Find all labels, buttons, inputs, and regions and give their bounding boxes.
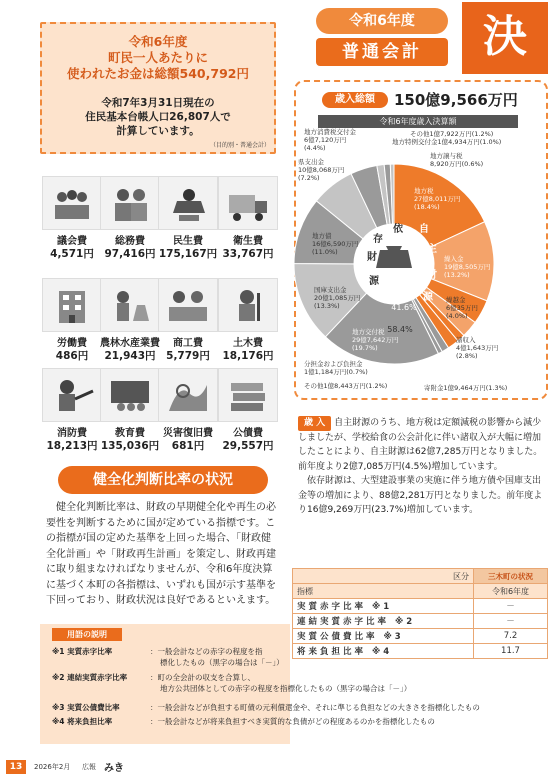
expense-name: 消防費 (57, 428, 87, 439)
indicator-name: 実質公債費比率 ※3 (293, 629, 474, 644)
pie-label: 地方税 27億8,011万円 (18.4%) (414, 187, 461, 211)
pie-label: 寄附金1億9,464万円(1.3%) (424, 384, 508, 392)
civil-engineering-icon (218, 278, 278, 332)
pie-label: 地方消費税交付金 6億7,120万円 (4.4%) (304, 128, 356, 152)
disaster-recovery-icon (158, 368, 218, 422)
info-box-subtext (42, 96, 274, 138)
expense-card (158, 176, 218, 273)
expense-name: 災害復旧費 (163, 428, 213, 439)
table-header-category: 区分 (293, 569, 474, 584)
table-header-year: 令和6年度 (474, 584, 548, 599)
welfare-icon (158, 176, 218, 230)
education-icon (100, 368, 160, 422)
general-affairs-icon (100, 176, 160, 230)
expense-value: 5,779円 (166, 350, 210, 362)
expense-value: 97,416円 (104, 248, 156, 260)
expense-name: 議会費 (57, 236, 87, 247)
commerce-icon (158, 278, 218, 332)
pie-label: 地方債 16億6,590万円 (11.0%) (312, 232, 359, 256)
self-source-pct: 41.6% (391, 303, 417, 312)
dependent-source-label: 依 (393, 224, 403, 235)
indicator-value: 7.2 (474, 629, 548, 644)
dependent-source-label: 源 (369, 276, 379, 287)
footer-date: 2026年2月 (34, 763, 71, 771)
expense-name: 教育費 (115, 428, 145, 439)
term-description-cont: 標化したもの（黒字の場合は「－」） (160, 658, 284, 667)
expense-card (100, 368, 160, 465)
expense-card (42, 176, 102, 273)
pie-label: 地方譲与税 8,920万円(0.6%) (430, 152, 484, 168)
pie-label: 繰入金 19億8,505万円 (13.2%) (444, 255, 491, 279)
table-row (293, 629, 548, 644)
revenue-text-pill: 歳 入 (298, 416, 331, 431)
term-name: ※2 連結実質赤字比率 (52, 673, 128, 682)
term-item: ※2 連結実質赤字比率 ：町の全会計の収支を合算し、 地方公共団体としての赤字の程度を指標化したもの（黒字の場合は「－」） (52, 673, 412, 693)
table-row (293, 599, 548, 614)
expense-card (218, 368, 278, 465)
revenue-total-value: 150億9,566万円 (394, 91, 518, 109)
self-source-label: 主 (427, 244, 437, 255)
page-number: 13 (6, 760, 26, 774)
expense-name: 商工費 (173, 338, 203, 349)
health-section-title: 健全化判断比率の状況 (58, 466, 268, 494)
revenue-description (298, 416, 548, 518)
term-description: 一般会計などが負担する町債の元利償還金や、それに準じる負担などの大きさを指標化したもの (157, 703, 480, 712)
term-name: ※3 実質公債費比率 (52, 703, 120, 712)
agriculture-icon (100, 278, 160, 332)
info-line-year: 令和6年度 (128, 34, 188, 49)
expense-value: 135,036円 (100, 440, 160, 452)
self-source-label: 自 (419, 224, 429, 235)
assembly-icon (42, 176, 102, 230)
info-line-total: 使われたお金は総額540,792円 (67, 66, 249, 81)
term-item: ※1 実質赤字比率 ：一般会計などの赤字の程度を指 標化したもの（黒字の場合は「－」） (52, 647, 284, 667)
expense-value: 29,557円 (222, 440, 274, 452)
expense-card (158, 278, 218, 375)
indicator-name: 実質赤字比率 ※1 (293, 599, 474, 614)
expense-value: 681円 (171, 440, 205, 452)
expense-card (42, 278, 102, 375)
dependent-source-label: 存 (373, 234, 383, 245)
table-header-indicator: 指標 (293, 584, 474, 599)
term-name: ※1 実質赤字比率 (52, 647, 113, 656)
indicator-value: 11.7 (474, 644, 548, 659)
expense-card (100, 176, 160, 273)
info-box-heading (42, 34, 274, 82)
term-description: 一般会計などの赤字の程度を指 (157, 647, 263, 656)
expense-card (158, 368, 218, 465)
expense-name: 公債費 (233, 428, 263, 439)
terms-title: 用語の説明 (52, 628, 122, 641)
per-capita-info-box (40, 22, 276, 154)
footer-logo: みき (104, 763, 124, 774)
pie-label: 繰越金 6億35万円 (4.0%) (446, 296, 478, 320)
expense-name: 衛生費 (233, 236, 263, 247)
term-description: 町の全会計の収支を合算し、 (157, 673, 255, 682)
footer-magazine: 広報 (82, 763, 96, 771)
info-line-date: 令和7年3月31日現在の (101, 97, 215, 109)
dependent-source-pct: 58.4% (387, 325, 413, 334)
expense-name: 農林水産業費 (100, 338, 160, 349)
expense-name: 民生費 (173, 236, 203, 247)
term-name: ※4 将来負担比率 (52, 717, 113, 726)
indicator-name: 連結実質赤字比率 ※2 (293, 614, 474, 629)
header-year: 令和6年度 (316, 8, 448, 34)
expense-value: 486円 (55, 350, 89, 362)
header-big-char: 決 (462, 2, 548, 74)
indicator-value: － (474, 599, 548, 614)
table-header-town: 三木町の状況 (474, 569, 548, 584)
expense-card (218, 176, 278, 273)
chart-title: 令和6年度歳入決算額 (318, 115, 518, 128)
term-description: 一般会計などが将来負担すべき実質的な負債がどの程度あるのかを指標化したもの (157, 717, 435, 726)
expense-name: 総務費 (115, 236, 145, 247)
header-title: 普通会計 (316, 38, 448, 66)
info-line-calc: 計算しています。 (116, 125, 200, 137)
public-debt-icon (218, 368, 278, 422)
term-item: ※3 実質公債費比率 ：一般会計などが負担する町債の元利償還金や、それに準じる負担などの大きさを指標化したもの (52, 703, 480, 712)
expense-value: 18,213円 (46, 440, 98, 452)
expense-name: 土木費 (233, 338, 263, 349)
expense-value: 21,943円 (104, 350, 156, 362)
labor-building-icon (42, 278, 102, 332)
self-source-label: 財 (427, 270, 437, 281)
expense-value: 33,767円 (222, 248, 274, 260)
health-section-text: 健全化判断比率は、財政の早期健全化や再生の必要性を判断するために国が定めている指標です。この指標が国の定めた基準を上回った場合、「財政健全化計画」や「財政再生計画」を策定し、財政再建に取り組まなければなりませんが、令和6年度決算に基づく本町の各指標は、いずれも国が示す基準を下回っており、財政状況は良好であるといえます。 (46, 502, 276, 606)
table-body (293, 599, 548, 659)
expense-card (100, 278, 160, 375)
self-source-label: 源 (423, 292, 433, 303)
expense-value: 175,167円 (158, 248, 218, 260)
term-item: ※4 将来負担比率 ：一般会計などが将来負担すべき実質的な負債がどの程度あるのかを指標化したもの (52, 717, 435, 726)
table-row (293, 614, 548, 629)
pie-label: 諸収入 4億1,643万円 (2.8%) (456, 336, 499, 360)
pie-label: 分担金および負担金 1億1,184万円(0.7%) (304, 360, 368, 376)
sanitation-truck-icon (218, 176, 278, 230)
expense-value: 18,176円 (222, 350, 274, 362)
ratio-table (292, 568, 548, 659)
dependent-source-label: 財 (367, 252, 377, 263)
pie-label: 地方特例交付金1億4,934万円(1.0%) (392, 138, 502, 146)
pie-label: 国庫支出金 20億1,085万円 (13.3%) (314, 286, 361, 310)
expense-card (42, 368, 102, 465)
term-description-cont: 地方公共団体としての赤字の程度を指標化したもの（黒字の場合は「－」） (160, 684, 412, 693)
revenue-text-p1: 自主財源のうち、地方税は定額減税の影響から減少しましたが、学校給食の公会計化に伴い諸収入が大幅に増加したことにより、自主財源は62億7,285万円となりました。前年度より2億7,085万円(4.5%)増加しています。 (298, 418, 543, 472)
indicator-name: 将来負担比率 ※4 (293, 644, 474, 659)
revenue-total-pill: 歳入総額 (322, 92, 388, 108)
indicator-value: － (474, 614, 548, 629)
fire-fighting-icon (42, 368, 102, 422)
expense-value: 4,571円 (50, 248, 94, 260)
pie-label: その他1億7,922万円(1.2%) (410, 130, 494, 138)
info-note: （目的別・普通会計） (210, 142, 271, 149)
info-line-per-capita: 町民一人あたりに (107, 50, 208, 65)
revenue-text-p2: 依存財源は、大型建設事業の実施に伴う地方債や国庫支出金等の増加により、88億2,281万円となりました。前年度より16億9,269万円(23.7%)増加しています。 (298, 476, 543, 515)
expense-card (218, 278, 278, 375)
pie-label: その他1億8,443万円(1.2%) (304, 382, 388, 390)
pie-label: 地方交付税 29億7,642万円 (19.7%) (352, 328, 399, 352)
info-line-population: 住民基本台帳人口26,807人で (85, 111, 231, 123)
table-row (293, 644, 548, 659)
pie-label: 県支出金 10億8,068万円 (7.2%) (298, 158, 345, 182)
expense-name: 労働費 (57, 338, 87, 349)
